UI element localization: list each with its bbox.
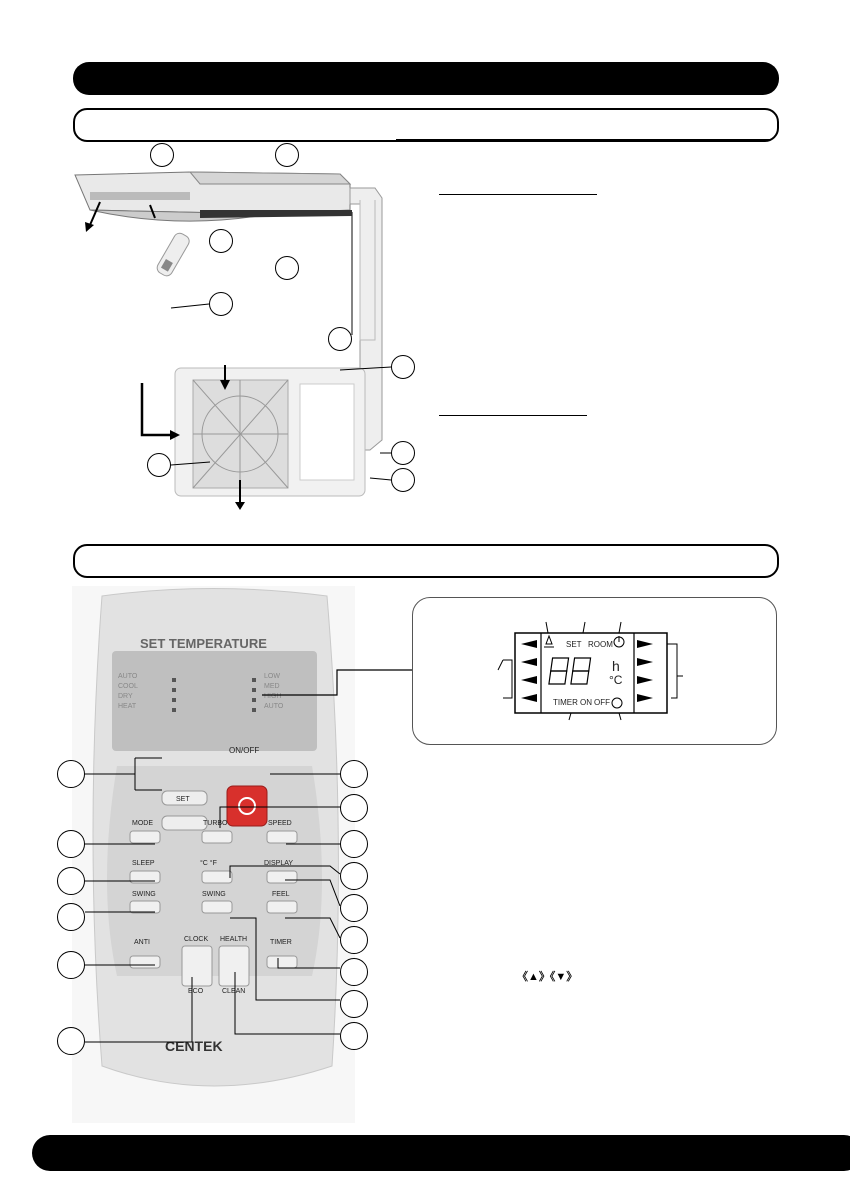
indoor-heading-underline	[439, 194, 597, 195]
remote-swing-right-label: SWING	[202, 891, 226, 898]
remote-callout-r4	[340, 862, 368, 890]
remote-temp-unit-label: °C °F	[200, 860, 217, 867]
speed-label-auto: AUTO	[264, 703, 284, 710]
remote-callout-r5	[340, 894, 368, 922]
remote-feel-label: FEEL	[272, 891, 290, 898]
remote-speed-label: SPEED	[268, 820, 292, 827]
remote-callout-r8	[340, 990, 368, 1018]
remote-callout-l1	[57, 760, 85, 788]
footer-bar	[32, 1135, 850, 1171]
mode-label-dry: DRY	[118, 693, 133, 700]
remote-turbo-label: TURBO	[203, 820, 228, 827]
remote-anti-label: ANTI	[134, 939, 150, 946]
lcd-timer-label: TIMER	[553, 698, 578, 707]
remote-callout-r9	[340, 1022, 368, 1050]
lcd-unit-label: °C	[609, 673, 623, 687]
lcd-connector	[0, 600, 850, 750]
remote-callout-r2	[340, 794, 368, 822]
remote-sleep-label: SLEEP	[132, 860, 155, 867]
remote-callout-r3	[340, 830, 368, 858]
remote-callout-l4	[57, 903, 85, 931]
remote-set-label: SET	[176, 796, 190, 803]
remote-timer-label: TIMER	[270, 939, 292, 946]
remote-clean-label: CLEAN	[222, 988, 246, 995]
section-frame-remote	[73, 544, 779, 578]
remote-callout-l2	[57, 830, 85, 858]
mode-label-heat: HEAT	[118, 703, 137, 710]
remote-callout-r1	[340, 760, 368, 788]
lcd-off-label: OFF	[594, 698, 610, 707]
speed-label-med: MED	[264, 683, 280, 690]
outdoor-heading-underline	[439, 415, 587, 416]
lcd-set-label: SET	[566, 640, 582, 649]
lcd-on-label: ON	[580, 698, 592, 707]
lcd-room-label: ROOM	[588, 640, 613, 649]
remote-callout-l5	[57, 951, 85, 979]
callout-leaders-1	[0, 0, 850, 520]
remote-eco-label: ECO	[188, 988, 204, 995]
remote-mode-label: MODE	[132, 820, 153, 827]
speed-label-low: LOW	[264, 673, 280, 680]
remote-health-label: HEALTH	[220, 936, 248, 943]
arrows-note: 《▲》《▼》	[517, 971, 578, 983]
remote-on-off-label: ON/OFF	[229, 746, 260, 755]
lcd-h-label: h	[612, 658, 620, 674]
remote-callout-l3	[57, 867, 85, 895]
remote-clock-label: CLOCK	[184, 936, 209, 943]
speed-label-high: HIGH	[264, 693, 282, 700]
remote-set-temperature-label: SET TEMPERATURE	[140, 636, 267, 651]
remote-callout-r6	[340, 926, 368, 954]
mode-label-auto: AUTO	[118, 673, 138, 680]
remote-display-label: DISPLAY	[264, 860, 294, 867]
remote-brand-logo: CENTEK	[165, 1038, 223, 1054]
remote-callout-l6	[57, 1027, 85, 1055]
remote-swing-left-label: SWING	[132, 891, 156, 898]
mode-label-cool: COOL	[118, 683, 138, 690]
remote-callout-r7	[340, 958, 368, 986]
